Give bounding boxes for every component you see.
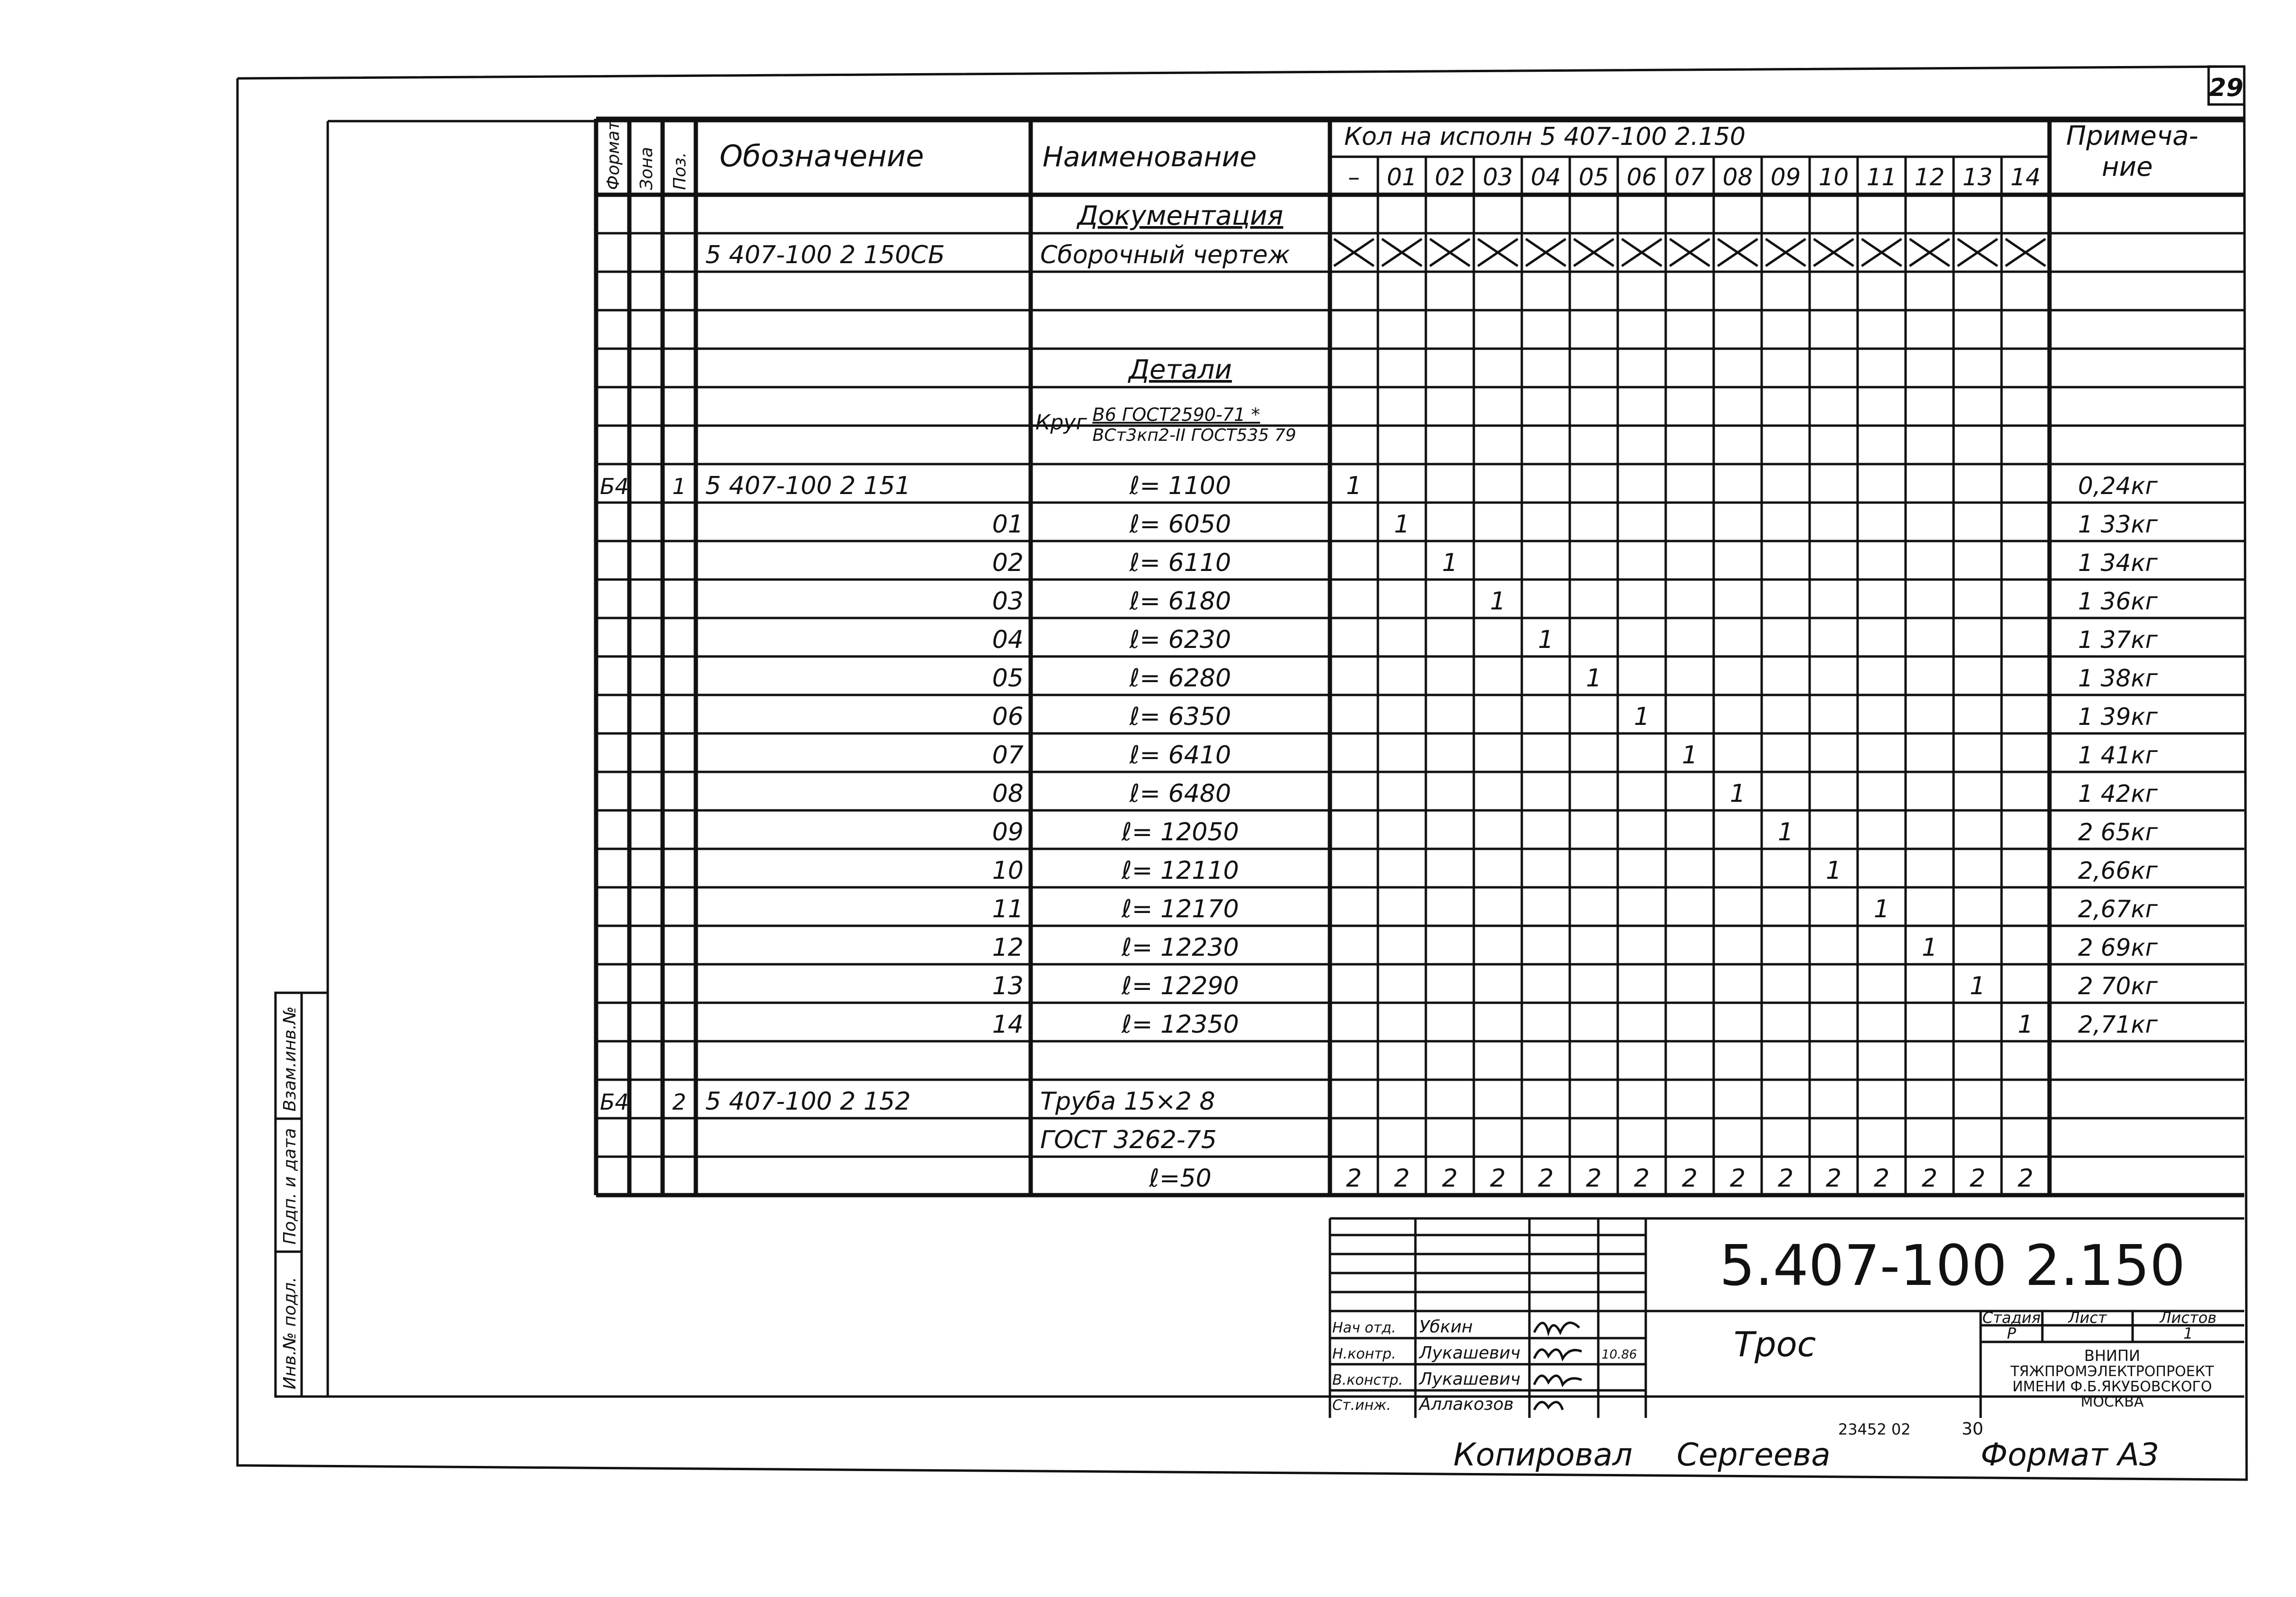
qty-value: 2 (1825, 1164, 1842, 1193)
row-name: Труба 15×2 8 (1040, 1087, 1215, 1116)
variant-header: 11 (1866, 163, 1897, 191)
row-section-title: Документация (1077, 200, 1283, 231)
row-designation: 11 (992, 895, 1024, 923)
signer-2-name: Лукашевич (1419, 1343, 1521, 1363)
org-line-4: МОСКВА (2080, 1394, 2144, 1410)
header-pos: Поз. (670, 152, 690, 190)
row-designation: 06 (992, 703, 1024, 731)
row-format: Б4 (600, 1089, 629, 1115)
row-designation: 09 (992, 818, 1024, 846)
row-name: ℓ= 1100 (1129, 472, 1231, 500)
qty-value: 1 (1490, 587, 1506, 616)
sheets-header: Листов (2160, 1309, 2217, 1327)
row-name: ℓ= 12230 (1121, 933, 1239, 962)
qty-value: 2 (1681, 1164, 1698, 1193)
variant-header: 02 (1434, 163, 1465, 191)
row-designation: 04 (992, 626, 1024, 654)
qty-value: 2 (1969, 1164, 1986, 1193)
qty-value: 2 (1729, 1164, 1746, 1193)
sheets-value: 1 (2183, 1324, 2193, 1342)
org-line-3: ИМЕНИ Ф.Б.ЯКУБОВСКОГО (2012, 1378, 2212, 1395)
row-format: Б4 (600, 474, 629, 499)
row-designation: 02 (992, 549, 1024, 577)
row-name: Сборочный чертеж (1040, 241, 1290, 269)
row-designation: 14 (992, 1010, 1024, 1039)
row-position: 2 (672, 1089, 686, 1115)
row-name: ℓ= 12110 (1121, 856, 1239, 885)
org-line-2: ТЯЖПРОМЭЛЕКТРОПРОЕКТ (2010, 1363, 2214, 1380)
variant-header: 12 (1914, 163, 1945, 191)
row-name: ℓ= 6110 (1129, 549, 1231, 577)
signer-4-role: Ст.инж. (1332, 1397, 1391, 1414)
signer-1-name: Убкин (1419, 1317, 1473, 1337)
header-zone: Зона (637, 147, 656, 190)
material-line-2: ВСт3кп2-II ГОСТ535 79 (1092, 426, 1297, 445)
qty-value: 1 (1442, 549, 1458, 577)
row-note: 2 69кг (2078, 934, 2158, 961)
row-designation: 5 407-100 2 151 (705, 472, 911, 500)
sheet-header: Лист (2068, 1309, 2107, 1327)
qty-value: 2 (1490, 1164, 1506, 1193)
qty-value: 2 (1537, 1164, 1554, 1193)
qty-value: 2 (1777, 1164, 1794, 1193)
title-block (1330, 1218, 2244, 1418)
variant-header: 03 (1482, 163, 1513, 191)
variant-header: 09 (1770, 163, 1801, 191)
row-note: 1 38кг (2078, 665, 2158, 692)
header-note: Примеча- (2066, 121, 2199, 152)
signer-4-name: Аллакозов (1419, 1395, 1514, 1414)
format-label: Формат А3 (1981, 1436, 2159, 1473)
row-designation: 01 (992, 510, 1024, 539)
row-name: ℓ= 12350 (1121, 1010, 1239, 1039)
qty-value: 2 (1394, 1164, 1410, 1193)
row-designation: 5 407-100 2 152 (705, 1087, 911, 1116)
variant-header: 10 (1818, 163, 1849, 191)
row-name: ℓ= 6480 (1129, 779, 1231, 808)
order-number: 23452 02 (1838, 1420, 1911, 1438)
row-section-title: Детали (1129, 354, 1232, 385)
row-note: 2 65кг (2078, 818, 2158, 846)
qty-value: 1 (2017, 1010, 2034, 1039)
qty-value: 2 (1633, 1164, 1650, 1193)
qty-value: 2 (1585, 1164, 1602, 1193)
qty-value: 2 (1442, 1164, 1458, 1193)
header-designation: Обозначение (720, 139, 924, 173)
row-name: ℓ= 6050 (1129, 510, 1231, 539)
row-note: 1 34кг (2078, 549, 2158, 577)
row-name: ℓ= 6410 (1129, 741, 1231, 770)
row-name: ℓ= 12290 (1121, 972, 1239, 1000)
row-name: ℓ= 6230 (1129, 626, 1231, 654)
row-note: 2,66кг (2078, 857, 2158, 884)
row-position: 1 (672, 474, 686, 499)
qty-value: 1 (1585, 664, 1602, 693)
row-designation: 07 (992, 741, 1024, 770)
qty-value: 1 (1537, 626, 1554, 654)
variant-header: 01 (1386, 163, 1417, 191)
qty-value: 1 (1969, 972, 1986, 1000)
row-designation: 10 (992, 856, 1024, 885)
variant-header: 13 (1962, 163, 1993, 191)
copied-label: Копировал (1453, 1436, 1633, 1473)
signature-3 (1534, 1376, 1582, 1385)
qty-value: 1 (1681, 741, 1698, 770)
signature-4 (1534, 1402, 1563, 1410)
row-note: 1 41кг (2078, 741, 2158, 769)
stage-header: Стадия (1982, 1309, 2041, 1327)
variant-header: 05 (1578, 163, 1609, 191)
row-designation: 05 (992, 664, 1024, 693)
copy-number: 30 (1962, 1419, 1983, 1439)
row-name: ℓ=50 (1149, 1164, 1212, 1193)
row-designation: 03 (992, 587, 1024, 616)
left-strip-replace-label: Взам.инв.№ (280, 1006, 300, 1112)
signature-2 (1534, 1350, 1582, 1359)
signer-1-role: Нач отд. (1332, 1320, 1396, 1336)
left-strip-inv-label: Инв.№ подл. (280, 1277, 300, 1389)
row-name: ℓ= 6350 (1129, 703, 1231, 731)
row-note: 2 70кг (2078, 972, 2158, 1000)
signer-3-role: В.констр. (1332, 1372, 1403, 1388)
qty-value: 1 (1729, 779, 1746, 808)
document-code: 5.407-100 2.150 (1719, 1233, 2185, 1298)
qty-value: 1 (1873, 895, 1890, 923)
qty-value: 1 (1921, 933, 1938, 962)
page-number: 29 (2209, 74, 2244, 102)
row-note: 1 37кг (2078, 626, 2158, 654)
header-note-cont: ние (2102, 152, 2153, 182)
header-name: Наименование (1043, 141, 1257, 173)
signer-3-name: Лукашевич (1419, 1369, 1521, 1389)
signature-1 (1534, 1323, 1579, 1332)
org-line-1: ВНИПИ (2084, 1347, 2140, 1365)
row-name: ℓ= 12050 (1121, 818, 1239, 846)
variant-header: 07 (1674, 163, 1705, 191)
stage-value: Р (2007, 1324, 2016, 1342)
copied-by: Сергеева (1677, 1436, 1831, 1473)
qty-value: 1 (1394, 510, 1410, 539)
row-designation: 12 (992, 933, 1024, 962)
qty-value: 1 (1346, 472, 1362, 500)
row-note: 1 33кг (2078, 511, 2158, 538)
row-name: ℓ= 6280 (1129, 664, 1231, 693)
left-strip-sign-label: Подп. и дата (280, 1128, 300, 1245)
row-note: 2,71кг (2078, 1011, 2158, 1038)
row-designation: 13 (992, 972, 1024, 1000)
row-designation: 08 (992, 779, 1024, 808)
row-name: ℓ= 12170 (1121, 895, 1239, 923)
variant-header: – (1348, 163, 1360, 191)
row-designation: 5 407-100 2 150СБ (705, 241, 945, 269)
variant-header: 08 (1722, 163, 1753, 191)
row-name: ℓ= 6180 (1129, 587, 1231, 616)
specification-grid (596, 119, 2244, 1195)
row-note: 1 39кг (2078, 703, 2158, 731)
row-note: 1 36кг (2078, 588, 2158, 615)
qty-value: 2 (1346, 1164, 1362, 1193)
row-note: 2,67кг (2078, 895, 2158, 923)
variant-header: 04 (1530, 163, 1561, 191)
qty-value: 1 (1825, 856, 1842, 885)
signer-2-role: Н.контр. (1332, 1346, 1396, 1362)
qty-value: 2 (1921, 1164, 1938, 1193)
signer-2-date: 10.86 (1602, 1348, 1637, 1362)
variant-header: 06 (1626, 163, 1657, 191)
material-line-1: В6 ГОСТ2590-71 * (1092, 404, 1261, 425)
qty-value: 2 (2017, 1164, 2034, 1193)
header-qty: Кол на исполн 5 407-100 2.150 (1344, 123, 1746, 151)
qty-value: 2 (1873, 1164, 1890, 1193)
variant-header: 14 (2010, 163, 2041, 191)
row-note: 0,24кг (2078, 472, 2158, 500)
material-prefix: Круг (1035, 410, 1087, 435)
document-name: Трос (1734, 1324, 1816, 1364)
row-note: 1 42кг (2078, 780, 2158, 808)
row-name: ГОСТ 3262-75 (1040, 1126, 1217, 1154)
qty-value: 1 (1777, 818, 1794, 846)
qty-value: 1 (1633, 703, 1650, 731)
header-format: Формат (604, 120, 623, 190)
